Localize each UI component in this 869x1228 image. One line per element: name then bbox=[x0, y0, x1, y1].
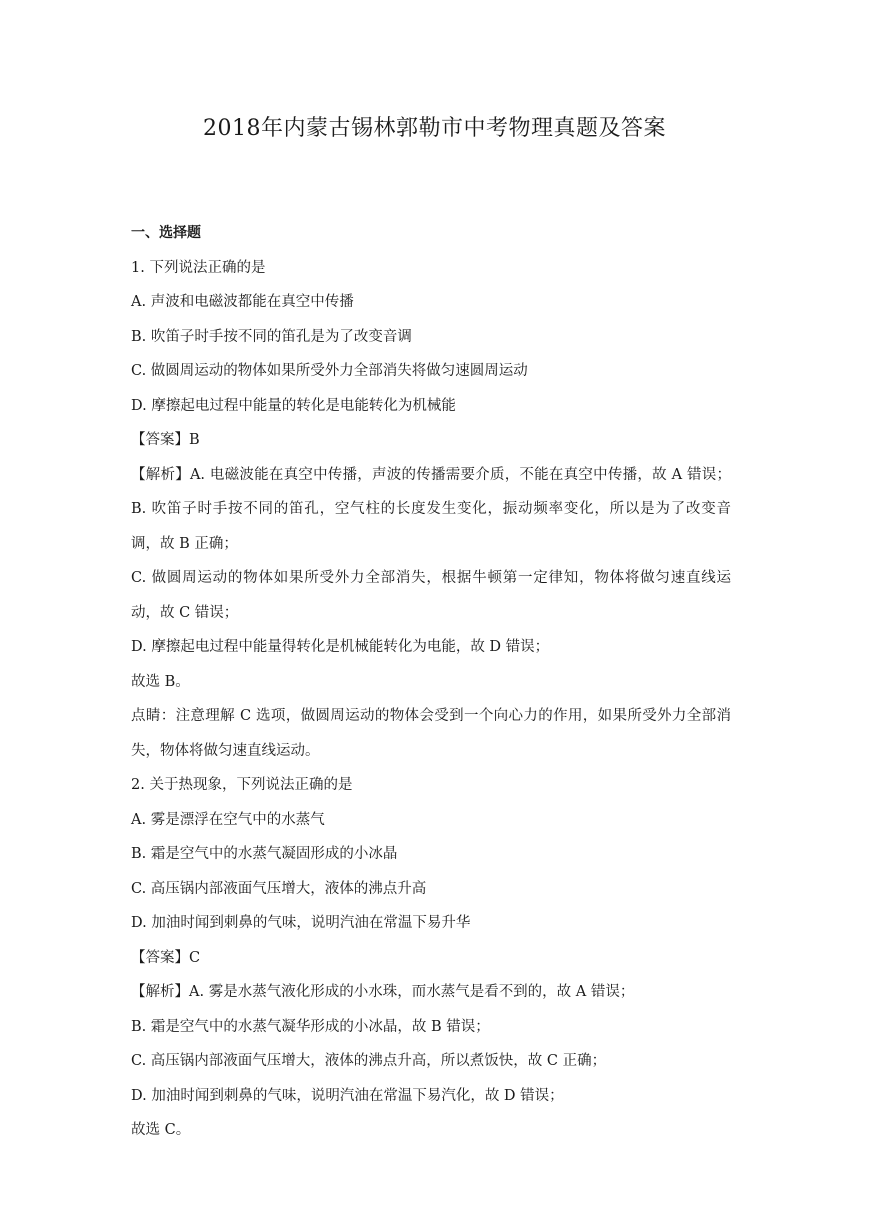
question-2-option-c: C. 高压锅内部液面气压增大，液体的沸点升高 bbox=[131, 880, 427, 897]
question-1-analysis-d: D. 摩擦起电过程中能量得转化是机械能转化为电能，故 D 错误； bbox=[131, 639, 550, 655]
question-2-answer: 【答案】C bbox=[131, 949, 201, 966]
question-1-note-cont: 失，物体将做匀速直线运动。 bbox=[131, 742, 320, 759]
question-2-analysis-c: C. 高压锅内部液面气压增大，液体的沸点升高，所以煮饭快，故 C 正确； bbox=[131, 1053, 607, 1069]
question-1-analysis-b-cont: 调，故 B 正确； bbox=[131, 535, 238, 552]
document-body bbox=[131, 216, 731, 1148]
question-2-stem: 2. 关于热现象，下列说法正确的是 bbox=[131, 777, 353, 793]
question-1-analysis-c: C. 做圆周运动的物体如果所受外力全部消失，根据牛顿第一定律知，物体将做匀速直线运 bbox=[131, 570, 731, 586]
question-2-option-a: A. 雾是漂浮在空气中的水蒸气 bbox=[131, 811, 325, 828]
question-1-note: 点睛：注意理解 C 选项，做圆周运动的物体会受到一个向心力的作用，如果所受外力全部消 bbox=[131, 708, 731, 724]
question-1-option-b: B. 吹笛子时手按不同的笛孔是为了改变音调 bbox=[131, 328, 412, 345]
question-1-option-d: D. 摩擦起电过程中能量的转化是电能转化为机械能 bbox=[131, 397, 456, 414]
question-2-analysis-a: 【解析】A. 雾是水蒸气液化形成的小水珠，而水蒸气是看不到的，故 A 错误； bbox=[131, 984, 635, 1000]
question-1-option-a: A. 声波和电磁波都能在真空中传播 bbox=[131, 294, 354, 310]
question-1-conclusion: 故选 B。 bbox=[131, 673, 190, 690]
question-2-conclusion: 故选 C。 bbox=[131, 1122, 191, 1138]
question-1-stem: 1. 下列说法正确的是 bbox=[131, 259, 266, 276]
question-2-analysis-d: D. 加油时闻到刺鼻的气味，说明汽油在常温下易汽化，故 D 错误； bbox=[131, 1087, 564, 1104]
question-1-answer: 【答案】B bbox=[131, 432, 200, 448]
document-title: 2018年内蒙古锡林郭勒市中考物理真题及答案 bbox=[203, 116, 666, 141]
question-2-option-b: B. 霜是空气中的水蒸气凝固形成的小冰晶 bbox=[131, 846, 398, 862]
question-2-option-d: D. 加油时闻到刺鼻的气味，说明汽油在常温下易升华 bbox=[131, 915, 471, 931]
question-1-analysis-b: B. 吹笛子时手按不同的笛孔，空气柱的长度发生变化，振动频率变化，所以是为了改变音 bbox=[131, 501, 731, 517]
question-1-analysis-a: 【解析】A. 电磁波能在真空中传播，声波的传播需要介质，不能在真空中传播，故 A 错误； bbox=[131, 466, 731, 483]
question-1-analysis-c-cont: 动，故 C 错误； bbox=[131, 604, 239, 621]
question-1-option-c: C. 做圆周运动的物体如果所受外力全部消失将做匀速圆周运动 bbox=[131, 363, 528, 379]
question-2-analysis-b: B. 霜是空气中的水蒸气凝华形成的小冰晶，故 B 错误； bbox=[131, 1018, 490, 1035]
section-heading: 一、选择题 bbox=[131, 225, 201, 241]
